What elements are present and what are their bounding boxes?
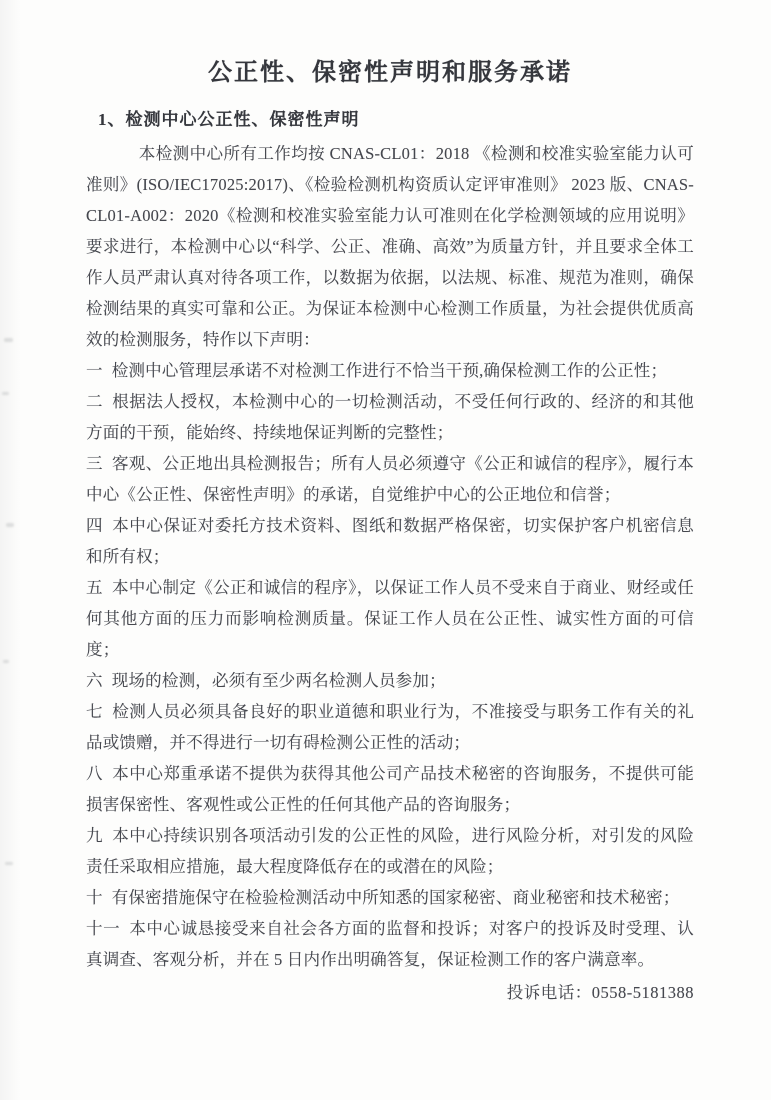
statement-item-text: 根据法人授权，本检测中心的一切检测活动，不受任何行政的、经济的和其他方面的干预，能始终、持续地保证判断的完整性；	[86, 392, 694, 442]
statement-item-text: 现场的检测，必须有至少两名检测人员参加；	[111, 671, 446, 690]
scan-speck	[2, 392, 9, 395]
complaint-phone-line	[86, 977, 694, 1008]
statement-item-number: 六	[86, 671, 103, 690]
statement-item-number: 一	[86, 361, 103, 380]
statement-item-number: 四	[86, 516, 104, 535]
statement-item-number: 二	[86, 392, 104, 411]
scan-speck	[6, 523, 14, 527]
statement-item-text: 检测中心管理层承诺不对检测工作进行不恰当干预,确保检测工作的公正性；	[111, 361, 668, 380]
statement-item-8	[86, 758, 694, 820]
statement-item-text: 本中心保证对委托方技术资料、图纸和数据严格保密，切实保护客户机密信息和所有权；	[86, 516, 694, 566]
statement-item-text: 有保密措施保守在检验检测活动中所知悉的国家秘密、商业秘密和技术秘密；	[111, 888, 680, 907]
statement-item-text: 本中心持续识别各项活动引发的公正性的风险，进行风险分析，对引发的风险责任采取相应措施，最大程度降低存在的或潜在的风险；	[86, 826, 694, 876]
statement-item-10	[86, 882, 694, 913]
statement-item-text: 检测人员必须具备良好的职业道德和职业行为，不准接受与职务工作有关的礼品或馈赠，并不得进行一切有碍检测公正性的活动；	[86, 702, 694, 752]
statement-item-text: 本中心郑重承诺不提供为获得其他公司产品技术秘密的咨询服务，不提供可能损害保密性、客观性或公正性的任何其他产品的咨询服务；	[86, 764, 694, 814]
document-body	[86, 138, 694, 975]
section-heading: 1、检测中心公正性、保密性声明	[98, 110, 360, 129]
statement-item-11	[86, 913, 694, 975]
statement-item-number: 三	[86, 454, 103, 473]
statement-item-text: 本中心制定《公正和诚信的程序》，以保证工作人员不受来自于商业、财经或任何其他方面的压力而影响检测质量。保证工作人员在公正性、诚实性方面的可信度；	[86, 578, 695, 659]
statement-item-number: 九	[86, 826, 104, 845]
statement-item-2	[86, 386, 694, 448]
document-title: 公正性、保密性声明和服务承诺	[208, 60, 572, 86]
intro-paragraph: 本检测中心所有工作均按 CNAS-CL01：2018 《检测和校准实验室能力认可准则》(ISO/IEC17025:2017)、《检验检测机构资质认定评审准则》 2023 版、CNAS-CL01-A002：2020《检测和校准实验室能力认可准则在化学检测领域的应用说明》要求进行，本检测中心以“科学、公正、准确、高效”为质量方针，并且要求全体工作人员严肃认真对待各项工作，以数据为依据，以法规、标准、规范为准则，确保检测结果的真实可靠和公正。为保证本检测中心检测工作质量，为社会提供优质高效的检测服务，特作以下声明：	[86, 144, 694, 349]
statement-item-number: 八	[86, 764, 104, 783]
statement-item-3	[86, 448, 694, 510]
statement-item-number: 五	[86, 578, 103, 597]
statement-item-number: 七	[86, 702, 104, 721]
scan-speck	[5, 862, 13, 865]
complaint-phone-label: 投诉电话：	[506, 983, 592, 1002]
complaint-phone-number: 0558-5181388	[591, 983, 694, 1002]
statement-item-5	[86, 572, 694, 665]
scan-speck	[4, 338, 13, 342]
statement-item-1	[86, 355, 694, 386]
statement-item-6	[86, 665, 694, 696]
statement-item-text: 客观、公正地出具检测报告；所有人员必须遵守《公正和诚信的程序》，履行本中心《公正性、保密性声明》的承诺，自觉维护中心的公正地位和信誉；	[86, 454, 695, 504]
statement-item-7	[86, 696, 694, 758]
statement-item-number: 十	[86, 888, 103, 907]
scan-speck	[3, 660, 9, 663]
statement-item-number: 十一	[86, 919, 121, 938]
statement-item-4	[86, 510, 694, 572]
statement-item-text: 本中心诚恳接受来自社会各方面的监督和投诉；对客户的投诉及时受理、认真调查、客观分析，并在 5 日内作出明确答复，保证检测工作的客户满意率。	[86, 919, 694, 969]
statement-item-9	[86, 820, 694, 882]
